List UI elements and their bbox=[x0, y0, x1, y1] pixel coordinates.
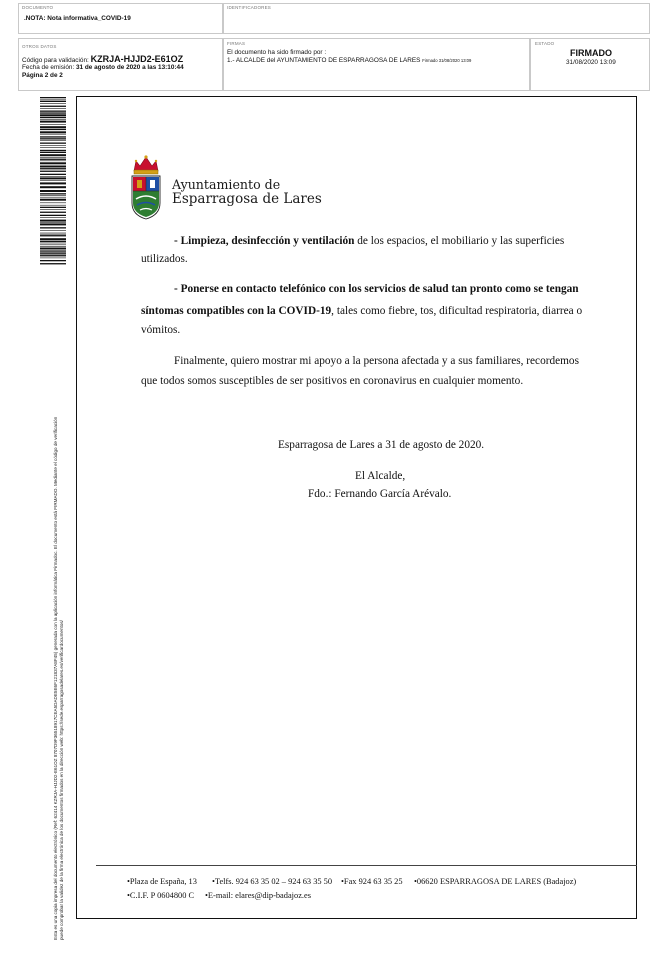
documento-value: .NOTA: Nota informativa_COVID-19 bbox=[24, 15, 131, 22]
place-and-date: Esparragosa de Lares a 31 de agosto de 2020. bbox=[278, 439, 485, 451]
barcode-bar bbox=[40, 174, 66, 175]
barcode-bar bbox=[40, 134, 66, 135]
estado-value: FIRMADO bbox=[570, 48, 612, 58]
barcode-bar bbox=[40, 161, 66, 162]
barcode-bar bbox=[40, 108, 66, 109]
firmante: 1.- ALCALDE del AYUNTAMIENTO DE ESPARRAGOSA DE LARES bbox=[227, 57, 421, 64]
barcode-bar bbox=[40, 112, 66, 113]
letterhead-line1: Ayuntamiento de bbox=[172, 177, 281, 192]
barcode-bar bbox=[40, 251, 66, 252]
barcode-bar bbox=[40, 147, 66, 148]
barcode-bar bbox=[40, 222, 66, 223]
fecha-emision-row bbox=[22, 64, 184, 71]
barcode-bar bbox=[40, 190, 66, 192]
paragraph-1-bold: - Limpieza, desinfección y ventilación bbox=[174, 235, 355, 247]
otros-datos-label: OTROS DATOS bbox=[22, 44, 57, 49]
barcode-bar bbox=[40, 215, 66, 216]
paragraph-3-line1: Finalmente, quiero mostrar mi apoyo a la persona afectada y a sus familiares, recordemos bbox=[174, 355, 579, 367]
firmas-label: FIRMAS bbox=[227, 41, 246, 46]
barcode-bar bbox=[40, 209, 66, 210]
paragraph-1-line2: utilizados. bbox=[141, 253, 188, 265]
identificadores-box bbox=[223, 3, 650, 34]
barcode-bar bbox=[40, 243, 66, 244]
footer-phones: •Telfs. 924 63 35 02 – 924 63 35 50 bbox=[212, 877, 333, 886]
barcode-bar bbox=[40, 180, 66, 181]
barcode-bar bbox=[40, 126, 66, 128]
paragraph-2-bold: síntomas compatibles con la COVID-19 bbox=[141, 305, 332, 317]
barcode-bar bbox=[40, 227, 66, 228]
barcode-bar bbox=[40, 154, 66, 156]
estado-label: ESTADO bbox=[535, 41, 555, 46]
estado-date: 31/08/2020 13:09 bbox=[566, 59, 616, 66]
paragraph-2-line3: vómitos. bbox=[141, 324, 181, 336]
barcode-image bbox=[40, 97, 66, 265]
barcode-bar bbox=[40, 117, 66, 118]
barcode-bar bbox=[40, 230, 66, 231]
barcode-bar bbox=[40, 119, 66, 120]
codigo-value: KZRJA-HJJD2-E61OZ bbox=[90, 54, 184, 64]
barcode-bar bbox=[40, 121, 66, 123]
barcode-bar bbox=[40, 223, 66, 225]
barcode-bar bbox=[40, 157, 66, 158]
barcode-bar bbox=[40, 111, 66, 112]
barcode-bar bbox=[40, 140, 66, 141]
vertical-verification-text bbox=[53, 260, 66, 940]
footer-fax: •Fax 924 63 35 25 bbox=[341, 877, 403, 886]
barcode-bar bbox=[40, 241, 66, 242]
barcode-bar bbox=[40, 258, 66, 259]
fecha-value: 31 de agosto de 2020 a las 13:10:44 bbox=[76, 64, 184, 71]
paragraph-1-rest: de los espacios, el mobiliario y las superficies bbox=[354, 235, 565, 247]
barcode-bar bbox=[40, 136, 66, 137]
footer-email: •E-mail: elares@dip-badajoz.es bbox=[205, 891, 311, 900]
barcode-bar bbox=[40, 143, 66, 144]
barcode-bar bbox=[40, 166, 66, 168]
paragraph-1-line1 bbox=[174, 235, 564, 247]
footer-postal: •06620 ESPARRAGOSA DE LARES (Badajoz) bbox=[414, 877, 577, 886]
firmas-line1: El documento ha sido firmado por : bbox=[227, 49, 327, 56]
barcode-bar bbox=[40, 195, 66, 196]
barcode-bar bbox=[40, 106, 66, 107]
barcode-bar bbox=[40, 100, 66, 101]
signer-name: Fdo.: Fernando García Arévalo. bbox=[308, 488, 452, 500]
documento-label: DOCUMENTO bbox=[22, 5, 54, 10]
barcode-bar bbox=[40, 168, 66, 169]
barcode-bar bbox=[40, 131, 66, 133]
barcode-bar bbox=[40, 186, 66, 188]
identificadores-label: IDENTIFICADORES bbox=[227, 5, 272, 10]
barcode-bar bbox=[40, 233, 66, 234]
barcode-bar bbox=[40, 238, 66, 240]
barcode-bar bbox=[40, 150, 66, 151]
fecha-label: Fecha de emisión: bbox=[22, 64, 75, 71]
barcode-bar bbox=[40, 171, 66, 172]
barcode-bar bbox=[40, 199, 66, 201]
barcode-bar bbox=[40, 176, 66, 177]
barcode-bar bbox=[40, 245, 66, 246]
barcode-bar bbox=[40, 138, 66, 139]
barcode-bar bbox=[40, 197, 66, 198]
barcode-bar bbox=[40, 162, 66, 164]
footer-divider bbox=[96, 865, 637, 866]
barcode-bar bbox=[40, 253, 66, 254]
vertical-text-line1: Esta es una copia impresa del documento electrónico (Ref: 62414 KZRJA-HJJD2-E61OZ 8707D9F36518917CEA5DADE5E6F121837A8F45) generada con la aplicación informática Firmadoc. El documento está FIRMADO. Mediante el código de verificación bbox=[53, 416, 58, 940]
signer-title: El Alcalde, bbox=[355, 470, 406, 482]
barcode-bar bbox=[40, 97, 66, 98]
firmado-fecha: Firmado 31/08/2020 13:09 bbox=[422, 58, 472, 63]
paragraph-2-line2 bbox=[141, 305, 582, 317]
barcode-bar bbox=[40, 193, 66, 194]
barcode-bar bbox=[40, 235, 66, 236]
barcode-bar bbox=[40, 234, 66, 235]
barcode-bar bbox=[40, 212, 66, 213]
barcode-bar bbox=[40, 207, 66, 208]
codigo-validacion-row bbox=[22, 54, 183, 64]
barcode-bar bbox=[40, 114, 66, 116]
barcode-bar bbox=[40, 177, 66, 179]
barcode-bar bbox=[40, 220, 66, 222]
barcode-bar bbox=[40, 101, 66, 102]
firmas-box bbox=[223, 38, 530, 91]
barcode-bar bbox=[40, 145, 66, 146]
vertical-text-line2: puede comprobar la validez de la firma electrónica de los documentos firmados en la dirección web: https://sede.esparragosadelares.es/verificardocumentos/ bbox=[59, 620, 65, 940]
paragraph-2-rest: , tales como fiebre, tos, dificultad respiratoria, diarrea o bbox=[331, 305, 583, 317]
barcode-bar bbox=[40, 103, 66, 104]
barcode-bar bbox=[40, 250, 66, 251]
barcode-bar bbox=[40, 182, 66, 184]
barcode-bar bbox=[40, 159, 66, 160]
coat-of-arms-icon bbox=[128, 153, 164, 221]
barcode-bar bbox=[40, 152, 66, 153]
footer-cif: •C.I.F. P 0604800 C bbox=[127, 891, 195, 900]
codigo-label: Código para validación: bbox=[22, 57, 89, 64]
footer-address: •Plaza de España, 13 bbox=[127, 877, 197, 886]
paragraph-2-line1: - Ponerse en contacto telefónico con los servicios de salud tan pronto como se tengan bbox=[174, 283, 579, 295]
barcode-bar bbox=[40, 255, 66, 256]
paragraph-3-line2: que todos somos susceptibles de ser positivos en coronavirus en cualquier momento. bbox=[141, 375, 524, 387]
barcode-bar bbox=[40, 203, 66, 204]
pagina-indicator: Página 2 de 2 bbox=[22, 72, 63, 79]
barcode-bar bbox=[40, 129, 66, 130]
barcode-bar bbox=[40, 248, 66, 250]
barcode-bar bbox=[40, 205, 66, 206]
barcode-bar bbox=[40, 246, 66, 247]
barcode-bar bbox=[40, 124, 66, 125]
letterhead-line2: Esparragosa de Lares bbox=[172, 191, 322, 207]
firmas-line2 bbox=[227, 57, 471, 64]
barcode-bar bbox=[40, 217, 66, 218]
